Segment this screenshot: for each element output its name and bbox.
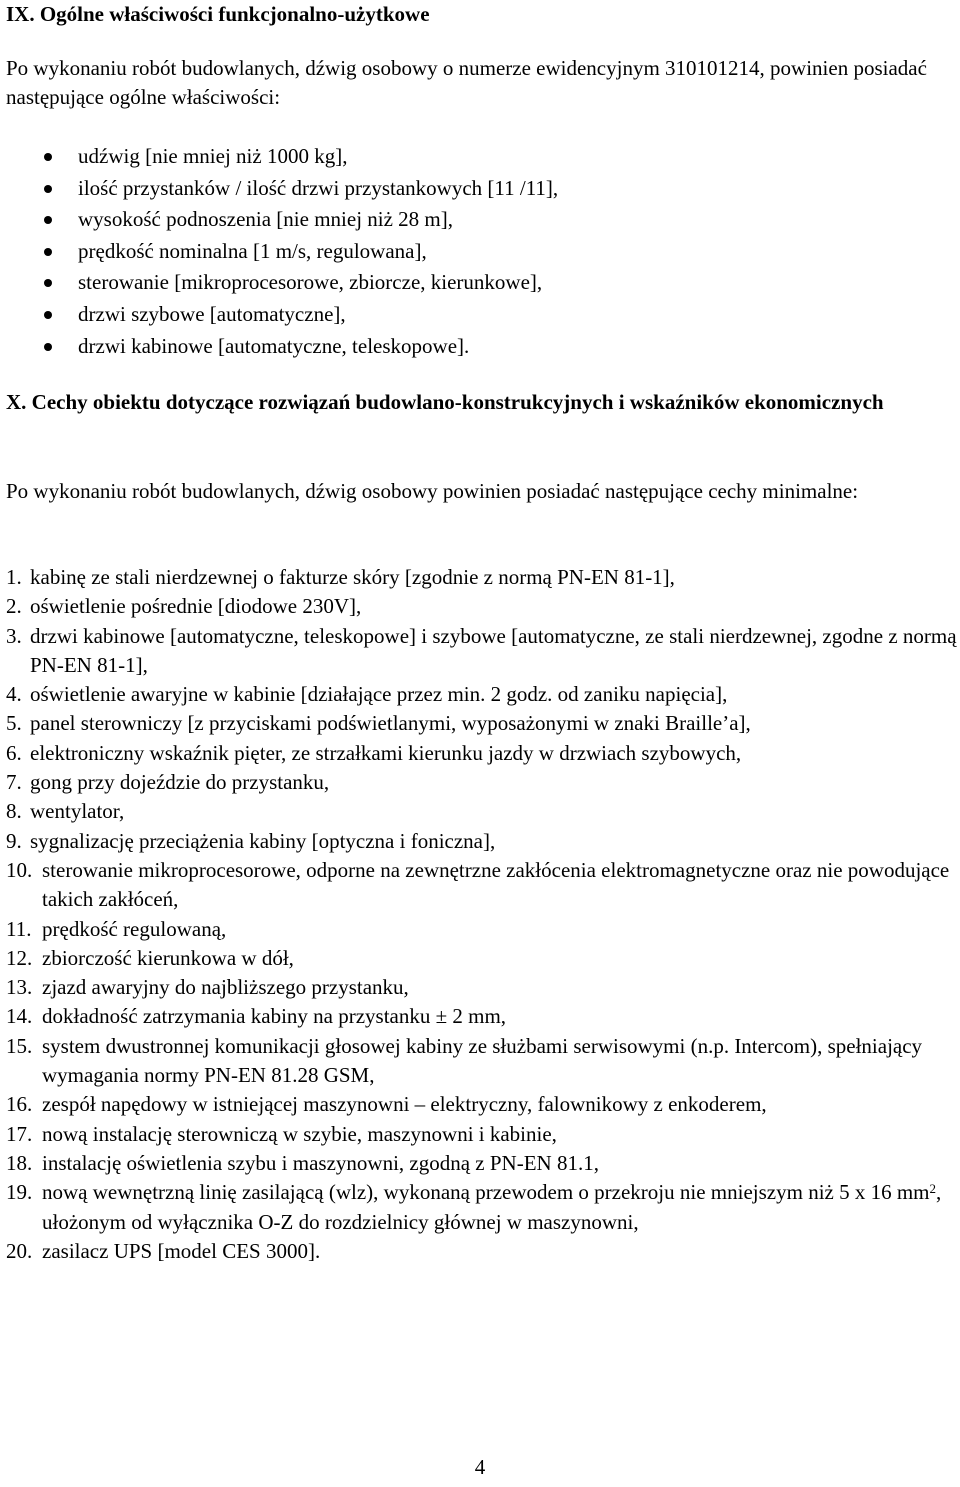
list-item: 6. elektroniczny wskaźnik pięter, ze strzałkami kierunku jazdy w drzwiach szybowych, — [6, 740, 742, 765]
list-item: 9. sygnalizację przeciążenia kabiny [optyczna i foniczna], — [6, 828, 496, 853]
bullet-icon — [44, 153, 52, 161]
bullet-icon — [44, 216, 52, 224]
list-item: drzwi szybowe [automatyczne], — [6, 299, 956, 331]
list-item: 7. gong przy dojeździe do przystanku, — [6, 770, 330, 795]
bullet-icon — [44, 279, 52, 287]
list-item: 1. kabinę ze stali nierdzewnej o fakturze skóry [zgodnie z normą PN-EN 81-1], — [6, 565, 675, 589]
list-item: 18. instalację oświetlenia szybu i maszynowni, zgodną z PN-EN 81.1, — [6, 1150, 599, 1175]
list-item: wysokość podnoszenia [nie mniej niż 28 m], — [6, 204, 956, 236]
list-item: 20. zasilacz UPS [model CES 3000]. — [6, 1238, 321, 1263]
page-number: 4 — [474, 1455, 486, 1479]
list-item: 13. zjazd awaryjny do najbliższego przystanku, — [6, 975, 409, 1000]
list-item: 10. sterowanie mikroprocesorowe, odporne na zewnętrzne zakłócenia elektromagnetyczne oraz nie powodujące takich zakłóceń, — [6, 857, 950, 912]
list-item: 15. system dwustronnej komunikacji głosowej kabiny ze służbami serwisowymi (n.p. Intercom), spełniający wymagania normy PN-EN 81.28 GSM, — [6, 1033, 923, 1088]
bullet-icon — [44, 185, 52, 193]
list-item: 12. zbiorczość kierunkowa w dół, — [6, 945, 294, 970]
properties-bullet-list — [6, 141, 956, 362]
bullet-icon — [44, 343, 52, 351]
bullet-icon — [44, 311, 52, 319]
superscript: 2 — [929, 1181, 937, 1197]
list-item: 16. zespół napędowy w istniejącej maszynowni – elektryczny, falownikowy z enkoderem, — [6, 1092, 767, 1117]
section-x-intro: Po wykonaniu robót budowlanych, dźwig osobowy powinien posiadać następujące cechy minimalne: — [6, 479, 859, 503]
list-item: prędkość nominalna [1 m/s, regulowana], — [6, 236, 956, 268]
list-item: 3. drzwi kabinowe [automatyczne, teleskopowe] i szybowe [automatyczne, ze stali nierdzewnej, zgodne z normą PN-EN 81-1], — [6, 623, 957, 677]
list-item: sterowanie [mikroprocesorowe, zbiorcze, kierunkowe], — [6, 267, 956, 299]
bullet-icon — [44, 248, 52, 256]
features-numbered-list — [6, 563, 960, 1266]
section-ix-intro: Po wykonaniu robót budowlanych, dźwig osobowy o numerze ewidencyjnym 310101214, powinien posiadać następujące ogólne właściwości: — [6, 56, 927, 109]
section-heading-ix: IX. Ogólne właściwości funkcjonalno-użytkowe — [6, 2, 430, 26]
list-item: 11. prędkość regulowaną, — [6, 916, 227, 941]
list-item: drzwi kabinowe [automatyczne, teleskopowe]. — [6, 331, 956, 363]
list-item: 17. nową instalację sterowniczą w szybie, maszynowni i kabinie, — [6, 1121, 557, 1146]
list-item: 19. nową wewnętrzną linię zasilającą (wlz), wykonaną przewodem o przekroju nie mniejszym niż 5 x 16 $mm^2$, ułożonym od wyłącznika O-Z do rozdzielnicy głównej w maszynowni, — [6, 1180, 942, 1234]
list-item: 4. oświetlenie awaryjne w kabinie [działające przez min. 2 godz. od zaniku napięcia], — [6, 682, 728, 707]
list-item: ilość przystanków / ilość drzwi przystankowych [11 /11], — [6, 173, 956, 205]
list-item: udźwig [nie mniej niż 1000 kg], — [6, 141, 956, 173]
list-item: 5. panel sterowniczy [z przyciskami podświetlanymi, wyposażonymi w znaki Braille’a], — [6, 711, 751, 736]
section-heading-x: X. Cechy obiektu dotyczące rozwiązań budowlano-konstrukcyjnych i wskaźników ekonomicznych — [6, 390, 884, 414]
list-item: 2. oświetlenie pośrednie [diodowe 230V], — [6, 594, 362, 619]
list-item: 8. wentylator, — [6, 799, 125, 824]
list-item: 14. dokładność zatrzymania kabiny na przystanku ± 2 mm, — [6, 1004, 507, 1029]
